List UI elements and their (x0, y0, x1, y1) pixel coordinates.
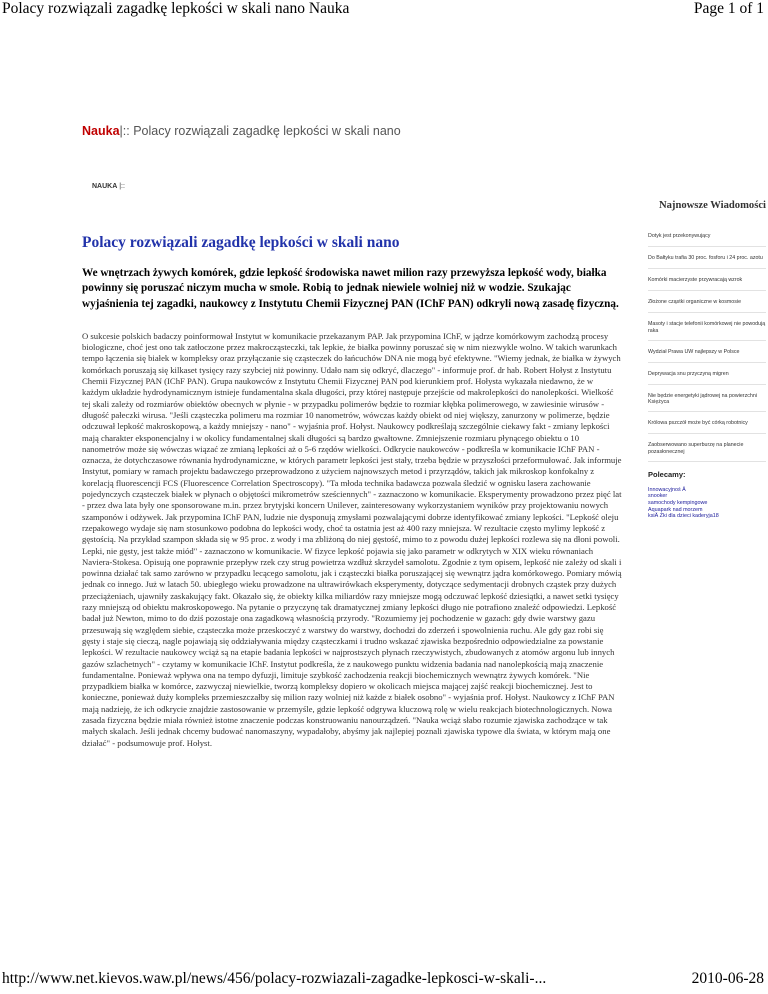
article (82, 234, 622, 749)
site-title-separator: |:: (119, 124, 130, 138)
print-page-number: Page 1 of 1 (693, 0, 764, 17)
breadcrumb-separator: |:: (117, 183, 125, 190)
news-item[interactable]: Do Bałtyku trafia 30 proc. fosforu i 24 proc. azotu (648, 255, 766, 269)
print-page-url: http://www.net.kievos.waw.pl/news/456/polacy-rozwiazali-zagadke-lepkosci-w-skali-... (2, 970, 547, 987)
article-lead: We wnętrzach żywych komórek, gdzie lepkość środowiska nawet milion razy przewyższa lepkość wody, białka powinny się poruszać niczym mucha w smole. Robią to jednak niewiele wolniej niż w wodzie. Szukając wyjaśnienia tej zagadki, naukowcy z Instytutu Chemii Fizycznej PAN (IChF PAN) odkryli nową zasadę fizyczną. (82, 267, 619, 310)
news-item[interactable]: Złożone cząstki organiczne w kosmosie (648, 299, 766, 313)
sidebar-heading: Najnowsze Wiadomości (658, 200, 766, 211)
recommended-list (648, 487, 766, 520)
site-title (82, 124, 401, 138)
news-item[interactable]: Nie będzie energetyki jądrowej na powierzchni Księżyca (648, 393, 766, 413)
news-item[interactable]: Deprywacja snu przyczyną migren (648, 371, 766, 385)
news-item[interactable]: Dotyk jest przekonywujący (648, 233, 766, 247)
print-footer (0, 966, 768, 994)
recommended-link[interactable]: Aquapark nad morzem (648, 506, 703, 513)
article-title: Polacy rozwiązali zagadkę lepkości w skali nano (82, 234, 400, 251)
print-header (0, 0, 768, 30)
recommended-link[interactable]: Innowacyjnoś Ä (648, 486, 686, 493)
news-item[interactable]: Komórki macierzyste przywracają wzrok (648, 277, 766, 291)
recommended-link[interactable]: snooker (648, 493, 668, 500)
sidebar (648, 200, 766, 520)
breadcrumb (92, 183, 125, 190)
site-title-text: Polacy rozwiązali zagadkę lepkości w skali nano (129, 124, 401, 138)
site-section-link[interactable]: Nauka (82, 124, 120, 138)
news-item[interactable]: Zaobserwowano superburzę na planecie pozasłonecznej (648, 442, 766, 462)
news-item[interactable]: Królowa pszczół może być córką robotnicy (648, 420, 766, 434)
recommended-heading: Polecamy: (648, 469, 686, 479)
breadcrumb-item-nauka[interactable]: NAUKA (92, 183, 118, 190)
recommended-link[interactable]: samochody kempingowe (648, 499, 708, 506)
news-item[interactable]: Wydział Prawa UW najlepszy w Polsce (648, 349, 766, 363)
news-item[interactable]: Masoty i stacje telefonii komórkowej nie powodują raka (648, 321, 766, 341)
article-body: O sukcesie polskich badaczy poinformował Instytut w komunikacie przekazanym PAP. Jak przypomina IChF, w jądrze komórkowym zachodzą procesy biologiczne, choć jest ono tak zatłoczone przez makrocząsteczki, tak lepkie, że białka powinny poruszać się w nim niezwykle wolno. W takich warunkach tempo łączenia się białek w kompleksy oraz przyłączanie się cząsteczek do łańcuchów DNA nie mogą być efektywne. "Wiemy jednak, że białka w żywych komórkach poruszają się kilkaset tysięcy razy szybciej niż powinny. Udało nam się odkryć, dlaczego" - informuje prof. dr hab. Robert Hołyst z Instytutu Chemii Fizycznej PAN (IChF PAN). Grupa naukowców z Instytutu Chemii Fizycznej PAN pod kierunkiem prof. Hołysta wykazała niedawno, że w każdym układzie hydrodynamicznym istnieje fundamentalna skala długości, przy której następuje przejście od makrolepkości do nanolepkości. Wielkość tej skali zależy od rozmiarów obiektów obecnych w płynie - w przypadku polimerów będzie to rozmiar kłębka polimerowego, w zawiesinie wirusów - długość pałeczki wirusa. "Jeśli cząsteczka polimeru ma rozmiar 10 nanometrów, wówczas każdy obiekt od niej większy, zanurzony w polimerze, będzie odczuwał lepkość makroskopową, a każdy mniejszy - nano" - wyjaśnia prof. Hołyst. Naukowcy podkreślają szczególnie ciekawy fakt - zmiany lepkości mają charakter eksponencjalny i w okolicy fundamentalnej skali długości są bardzo gwałtowne. Zmniejszenie rozmiaru płynącego obiektu o 10 nanometrów może się wówczas wiązać ze zmianą lepkości aż o 5-6 rzędów wielkości. Odkrycie naukowców - podkreśla w komunikacie IChF PAN - oznacza, że dotychczasowe równania hydrodynamiczne, w których parametr lepkości jest stały, trzeba będzie w przyszłości przeformułować. Jak informuje Instytut, pomiary w ramach projektu badawczego przeprowadzono z użyciem najnowszych metod i przyrządów, takich jak mikroskop konfokalny z korelacją fluorescencji FCS (Fluorescence Correlation Spectroscopy). "Ta młoda technika badawcza pozwala śledzić w ognisku lasera zachowanie pojedynczych cząsteczek białek w płynach o objętości mikrometrów sześciennych" - zaznaczono w komunikacie. Eksperymenty prowadzono przez pięć lat - przez dwa lata były one sponsorowane m.in. przez brytyjski koncern Unilever, zainteresowany wykorzystaniem wyników przy projektowaniu nowych szamponów i odżywek. Jak przypomina IChF PAN, ludzie nie dysponują zmysłami pozwalającymi dobrze identyfikować zmiany lepkości. "Lepkość oleju rzepakowego wydaje się nam stosunkowo podobna do lepkości wody, choć ta ostatnia jest aż 400 razy mniejsza. W rezultacie często mylimy lepkość z gęstością. Na przykład szampon składa się w 95 proc. z wody i ma zbliżoną do niej gęstość, mimo to z powodu dużej lepkości rozlewa się na dłoni powoli. Lepki, nie gęsty, jest także miód" - zaznaczono w komunikacie. W fizyce lepkość pojawia się jako parametr w odkrytych w XIX wieku równaniach Naviera-Stokesa. Opisują one poprawnie przepływ rzek czy strug powietrza wzdłuż skrzydeł samolotu. Zgodnie z tym opisem, lepkość nie zależy od skali i powinna działać tak samo zarówno w przypadku lecącego samolotu, jak i cząsteczki białka poruszającej się wewnątrz jądra komórkowego. Pomiary mówią jednak co innego. Już w latach 50. ubiegłego wieku prowadzone na ultrawirówkach eksperymenty, dotyczące sedymentacji drobnych cząstek przy dużych przeciążeniach, ujawniły zaskakujący fakt. Okazało się, że obiekty kilka miliardów razy mniejsze mogą odczuwać lepkość dziesiątki, a nawet setki tysięcy razy mniejszą od obiektu makroskopowego. Na pytanie o przyczynę tak dramatycznej zmiany lepkości długo nie potrafiono znaleźć odpowiedzi. Lepkość badał już Newton, mimo to do dziś pozostaje ona zagadkową własnością przyrody. "Rozumiemy jej pochodzenie w gazach: gdy dwie warstwy gazu przesuwają się względem siebie, cząsteczka może przeskoczyć z warstwy do warstwy, dochodzi do zderzeń i spowolnienia ruchu. Ale gdy gaz robi się gęsty i staje się cieczą, nagle pojawiają się oddziaływania między cząsteczkami i trudno wskazać zjawiska bezpośrednio odpowiedzialne za powstanie lepkości. W rezultacie naukowcy wciąż są na etapie badania lepkości w najprostszych płynach rzeczywistych, zbudowanych z atomów argonu lub innych gazów szlachetnych" - czytamy w komunikacie IChF. Instytut podkreśla, że z naukowego punktu widzenia badania nad nanolepkością mają znaczenie fundamentalne. Ponieważ wpływa ona na tempo dyfuzji, limituje szybkość zachodzenia reakcji biochemicznych wewnątrz żywych komórek. "Nie przypadkiem białka w komórce, zazwyczaj niewielkie, tworzą kompleksy dopiero w okolicach miejsca mającej zajść reakcji biochemicznej. Jest to konieczne, ponieważ duży kompleks przemieszczałby się milion razy wolniej niż każde z białek osobno" - wyjaśnia prof. Hołyst. Naukowcy z IChF PAN mają nadzieję, że ich odkrycie znajdzie zastosowanie w przemyśle, gdzie lepkość odgrywa kluczową rolę w wielu reakcjach biotechnologicznych. Nowa zasada fizyczna będzie miała również istotne znaczenie podczas konstruowaniu nanourządzeń. "Nauka wciąż słabo rozumie zjawiska zachodzące w tak małych skalach. Jeśli jednak chcemy budować nanomaszyny, wypadałoby, abyśmy jak najlepiej poznali zjawiska typowe dla świata, w którym mają one działać" - podsumowuje prof. Hołyst. (82, 330, 622, 748)
news-list (648, 233, 766, 462)
recommended-link[interactable]: ksiÄ Żki dla dzieci kaderyja18 (648, 513, 719, 520)
print-page-title: Polacy rozwiązali zagadkę lepkości w skali nano Nauka (2, 0, 350, 17)
print-date: 2010-06-28 (691, 970, 764, 987)
